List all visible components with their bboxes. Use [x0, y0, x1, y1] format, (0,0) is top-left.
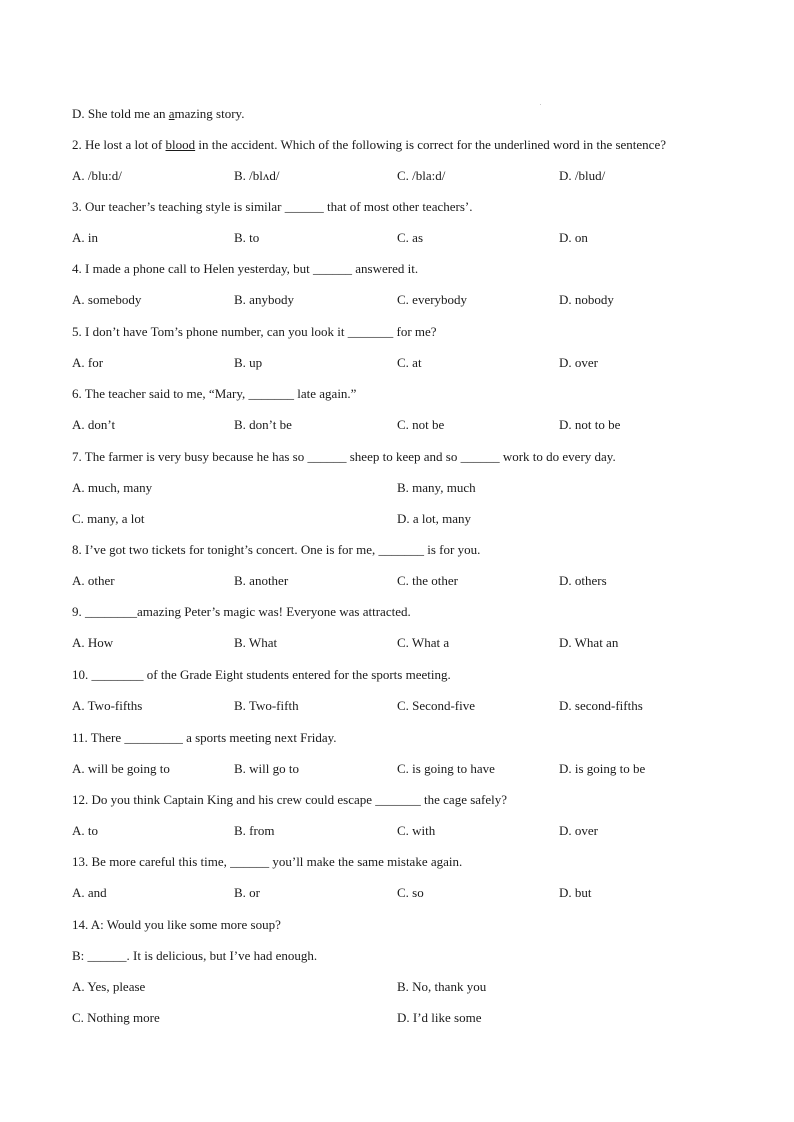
q9-option-c: C. What a [397, 635, 450, 650]
q1-option-d [72, 104, 732, 124]
q6-options [72, 415, 732, 435]
q2-option-b: B. /blʌd/ [234, 168, 280, 183]
q11-stem: 11. There _________ a sports meeting next Friday. [72, 730, 337, 745]
q9-option-b: B. What [234, 635, 278, 650]
q10-option-c: C. Second-five [397, 698, 475, 713]
q6-option-c: C. not be [397, 417, 445, 432]
q6-option-d: D. not to be [559, 417, 621, 432]
q5-option-a: A. for [72, 355, 104, 370]
q6-stem: 6. The teacher said to me, “Mary, _______ late again.” [72, 386, 357, 401]
q12-stem: 12. Do you think Captain King and his crew could escape _______ the cage safely? [72, 792, 508, 807]
q3-stem: 3. Our teacher’s teaching style is similar ______ that of most other teachers’. [72, 199, 473, 214]
q14-option-d: D. I’d like some [397, 1010, 482, 1025]
q4-option-a: A. somebody [72, 292, 142, 307]
q10-option-a: A. Two-fifths [72, 698, 143, 713]
q6-option-b: B. don’t be [234, 417, 292, 432]
q4-stem: 4. I made a phone call to Helen yesterday, but ______ answered it. [72, 261, 419, 276]
q2-option-a: A. /blu:d/ [72, 168, 122, 183]
q1-option-d-prefix: D. She told me an [72, 106, 169, 121]
q3-option-c: C. as [397, 230, 423, 245]
q14-option-b: B. No, thank you [397, 979, 487, 994]
q4-option-b: B. anybody [234, 292, 294, 307]
q7-options-row2 [72, 509, 732, 529]
q14-options-row2 [72, 1008, 732, 1028]
q5-options [72, 353, 732, 373]
q9-options [72, 633, 732, 653]
q5-option-c: C. at [397, 355, 422, 370]
q10-option-d: D. second-fifths [559, 698, 643, 713]
q12-option-c: C. with [397, 823, 436, 838]
q10-options [72, 696, 732, 716]
q9-stem: 9. ________amazing Peter’s magic was! Everyone was attracted. [72, 604, 411, 619]
q5-option-d: D. over [559, 355, 598, 370]
q13-option-b: B. or [234, 885, 260, 900]
q4-options [72, 290, 732, 310]
q5-option-b: B. up [234, 355, 263, 370]
q2-stem-suffix: in the accident. Which of the following is correct for the underlined word in the sentence? [195, 137, 666, 152]
q8-option-a: A. other [72, 573, 115, 588]
q7-option-d: D. a lot, many [397, 511, 472, 526]
q6-option-a: A. don’t [72, 417, 116, 432]
q10-option-b: B. Two-fifth [234, 698, 299, 713]
q8-option-b: B. another [234, 573, 289, 588]
q12-option-a: A. to [72, 823, 98, 838]
q13-options [72, 883, 732, 903]
q14-stem-a: 14. A: Would you like some more soup? [72, 917, 281, 932]
q3-options [72, 228, 732, 248]
q12-option-d: D. over [559, 823, 598, 838]
q1-option-d-underlined: a [168, 106, 175, 121]
q9-option-d: D. What an [559, 635, 619, 650]
q2-option-d: D. /blud/ [559, 168, 606, 183]
q8-stem: 8. I’ve got two tickets for tonight’s concert. One is for me, _______ is for you. [72, 542, 481, 557]
q3-option-d: D. on [559, 230, 588, 245]
q7-option-c: C. many, a lot [72, 511, 145, 526]
q8-option-c: C. the other [397, 573, 459, 588]
q14-options-row1 [72, 977, 732, 997]
q1-option-d-suffix: mazing story. [174, 106, 245, 121]
q13-option-a: A. and [72, 885, 107, 900]
q14-stem-b: B: ______. It is delicious, but I’ve had enough. [72, 948, 318, 963]
q7-options-row1 [72, 478, 732, 498]
q13-option-c: C. so [397, 885, 424, 900]
q12-option-b: B. from [234, 823, 275, 838]
q8-options [72, 571, 732, 591]
q4-option-c: C. everybody [397, 292, 468, 307]
q3-option-a: A. in [72, 230, 98, 245]
q2-stem [72, 135, 732, 155]
q7-option-a: A. much, many [72, 480, 153, 495]
q2-stem-underlined: blood [165, 137, 196, 152]
q11-option-a: A. will be going to [72, 761, 170, 776]
q5-stem: 5. I don’t have Tom’s phone number, can you look it _______ for me? [72, 324, 437, 339]
q7-stem: 7. The farmer is very busy because he has so ______ sheep to keep and so ______ work to do every day. [72, 449, 616, 464]
q3-option-b: B. to [234, 230, 260, 245]
q8-option-d: D. others [559, 573, 607, 588]
q2-options [72, 166, 732, 186]
q2-option-c: C. /bla:d/ [397, 168, 446, 183]
q14-option-a: A. Yes, please [72, 979, 146, 994]
q7-option-b: B. many, much [397, 480, 476, 495]
q11-options [72, 759, 732, 779]
q13-stem: 13. Be more careful this time, ______ you’ll make the same mistake again. [72, 854, 463, 869]
q11-option-b: B. will go to [234, 761, 300, 776]
q2-stem-prefix: 2. He lost a lot of [72, 137, 166, 152]
q13-option-d: D. but [559, 885, 592, 900]
q11-option-c: C. is going to have [397, 761, 495, 776]
q10-stem: 10. ________ of the Grade Eight students entered for the sports meeting. [72, 667, 451, 682]
q9-option-a: A. How [72, 635, 114, 650]
q14-option-c: C. Nothing more [72, 1010, 160, 1025]
q11-option-d: D. is going to be [559, 761, 646, 776]
q12-options [72, 821, 732, 841]
q4-option-d: D. nobody [559, 292, 614, 307]
